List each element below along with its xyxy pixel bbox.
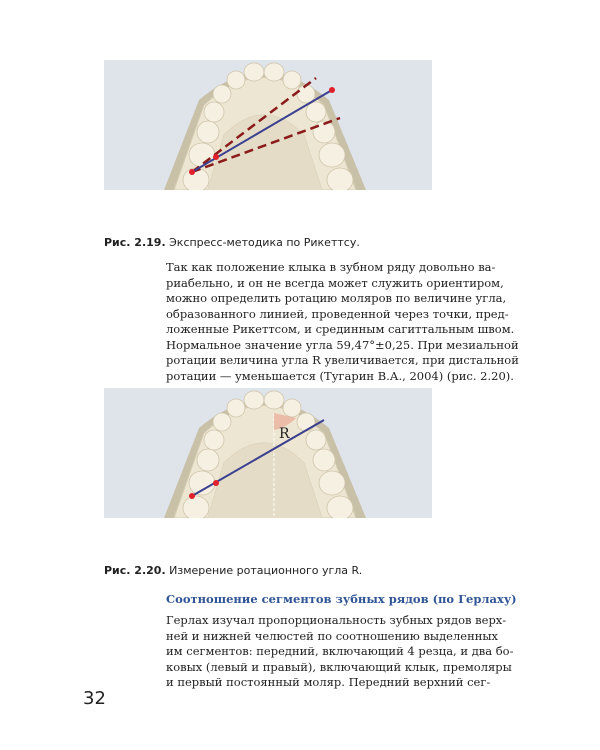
dental-cast-rotation-illustration: [104, 388, 432, 518]
paragraph-ricketts: [166, 260, 519, 384]
paragraph-line: ней и нижней челюстей по соотношению выделенных: [166, 628, 499, 643]
paragraph-line: риабельно, и он не всегда может служить ориентиром,: [166, 275, 504, 290]
paragraph-line: и первый постоянный моляр. Передний верхний сег-: [166, 675, 491, 689]
paragraph-line: ложенные Рикеттсом, и срединным сагиттальным швом.: [166, 322, 515, 336]
angle-label-r: R: [279, 426, 290, 442]
figure-2-19-image: [104, 60, 432, 190]
paragraph-line: образованного линией, проведенной через точки, пред-: [166, 306, 509, 321]
paragraph-line: Так как положение клыка в зубном ряду довольно ва-: [166, 260, 496, 274]
paragraph-line: ротации величина угла R увеличивается, при дистальной: [166, 353, 519, 367]
dental-cast-illustration: [104, 60, 432, 190]
figure-2-19-label: Рис. 2.19.: [104, 236, 166, 249]
figure-2-20-image: [104, 388, 432, 518]
paragraph-line: можно определить ротацию моляров по величине угла,: [166, 291, 507, 305]
paragraph-line: Герлах изучал пропорциональность зубных рядов верх-: [166, 613, 507, 627]
paragraph-line: им сегментов: передний, включающий 4 резца, и два бо-: [166, 644, 514, 658]
paragraph-line: ротации — уменьшается (Тугарин В.А., 2004) (рис. 2.20).: [166, 368, 514, 383]
figure-2-20-caption-text: Измерение ротационного угла R.: [165, 564, 363, 577]
figure-2-19-caption: [104, 236, 360, 249]
section-heading: Соотношение сегментов зубных рядов (по Герлаху): [166, 592, 517, 606]
paragraph-gerlach: [166, 613, 514, 691]
figure-2-20-caption: [104, 564, 362, 577]
figure-2-20-label: Рис. 2.20.: [104, 564, 166, 577]
paragraph-line: Нормальное значение угла 59,47°±0,25. При мезиальной: [166, 337, 519, 352]
figure-2-19-caption-text: Экспресс-методика по Рикеттсу.: [165, 236, 360, 249]
page-number: 32: [83, 688, 106, 709]
paragraph-line: ковых (левый и правый), включающий клык, премоляры: [166, 659, 512, 674]
